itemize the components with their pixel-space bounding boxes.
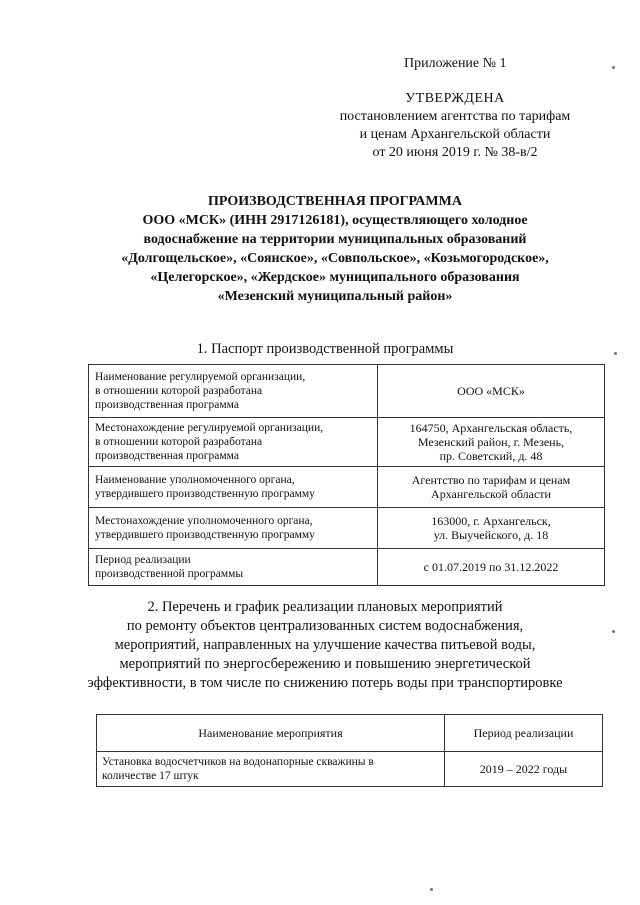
passport-table [88, 364, 605, 586]
scan-mark [430, 888, 433, 891]
cell-line: Местонахождение уполномоченного органа, [95, 515, 313, 527]
table-row [89, 467, 605, 508]
approval-title: УТВЕРЖДЕНА [405, 91, 505, 106]
program-title-line: ООО «МСК» (ИНН 2917126181), осуществляющего холодное [142, 213, 528, 228]
table-header-row [97, 715, 603, 752]
passport-value [378, 549, 605, 586]
cell-line: с 01.07.2019 по 31.12.2022 [423, 560, 559, 574]
section-2-heading [60, 598, 590, 693]
heading-line: мероприятий по энергосбережению и повышению энергетической [119, 656, 531, 672]
cell-line: Период реализации [95, 554, 191, 566]
heading-line: мероприятий, направленных на улучшение качества питьевой воды, [114, 637, 536, 653]
passport-label [89, 418, 378, 467]
cell-line: количестве 17 штук [102, 770, 199, 782]
program-title-line: ПРОИЗВОДСТВЕННАЯ ПРОГРАММА [208, 194, 462, 209]
table-row [89, 365, 605, 418]
cell-line: 163000, г. Архангельск, [431, 514, 551, 528]
program-title-line: «Мезенский муниципальный район» [217, 289, 453, 304]
cell-line: ул. Выучейского, д. 18 [433, 528, 549, 542]
cell-line: производственная программа [95, 399, 239, 411]
cell-line: пр. Советский, д. 48 [439, 449, 543, 463]
event-period-cell: 2019 – 2022 годы [445, 752, 603, 787]
column-header-name: Наименование мероприятия [97, 715, 445, 752]
table-row [89, 549, 605, 586]
cell-line: 164750, Архангельская область, [409, 421, 573, 435]
approval-line: постановлением агентства по тарифам [339, 109, 571, 124]
program-title-line: водоснабжение на территории муниципальных образований [143, 232, 527, 247]
events-table [96, 714, 603, 787]
cell-line: Установка водосчетчиков на водонапорные скважины в [102, 756, 374, 768]
passport-value [378, 418, 605, 467]
cell-line: в отношении которой разработана [95, 385, 263, 397]
table-row [97, 752, 603, 787]
section-1-heading: 1. Паспорт производственной программы [196, 341, 454, 357]
cell-line: утвердившего производственную программу [95, 488, 315, 500]
scan-mark [612, 66, 615, 69]
column-header-period: Период реализации [445, 715, 603, 752]
heading-line: по ремонту объектов централизованных систем водоснабжения, [126, 618, 524, 634]
heading-line: 2. Перечень и график реализации плановых мероприятий [147, 599, 503, 615]
cell-line: утвердившего производственную программу [95, 529, 315, 541]
passport-label [89, 365, 378, 418]
program-title-line: «Долгощельское», «Соянское», «Совпольское», «Козьмогородское», [121, 251, 549, 266]
heading-line: эффективности, в том числе по снижению потерь воды при транспортировке [87, 675, 563, 691]
annex-number: Приложение № 1 [404, 56, 507, 71]
cell-line: производственной программы [95, 568, 244, 580]
cell-line: Наименование уполномоченного органа, [95, 474, 295, 486]
scan-mark [612, 630, 615, 633]
cell-line: ООО «МСК» [457, 384, 525, 398]
approval-line: от 20 июня 2019 г. № 38-в/2 [372, 145, 538, 160]
passport-label [89, 467, 378, 508]
passport-value [378, 365, 605, 418]
passport-label [89, 549, 378, 586]
program-title-line: «Целегорское», «Жердское» муниципального образования [150, 270, 520, 285]
program-title [70, 192, 600, 306]
table-row [89, 508, 605, 549]
cell-line: Агентство по тарифам и ценам [411, 473, 571, 487]
passport-label [89, 508, 378, 549]
event-name-cell [97, 752, 445, 787]
scan-mark [614, 352, 617, 355]
passport-value [378, 508, 605, 549]
cell-line: производственная программа [95, 450, 239, 462]
approval-line: и ценам Архангельской области [359, 127, 551, 142]
cell-line: Архангельской области [431, 487, 551, 501]
approval-block [320, 90, 590, 162]
cell-line: Мезенский район, г. Мезень, [417, 435, 565, 449]
table-row [89, 418, 605, 467]
cell-line: Местонахождение регулируемой организации, [95, 422, 324, 434]
passport-value [378, 467, 605, 508]
cell-line: Наименование регулируемой организации, [95, 371, 306, 383]
cell-line: в отношении которой разработана [95, 436, 263, 448]
